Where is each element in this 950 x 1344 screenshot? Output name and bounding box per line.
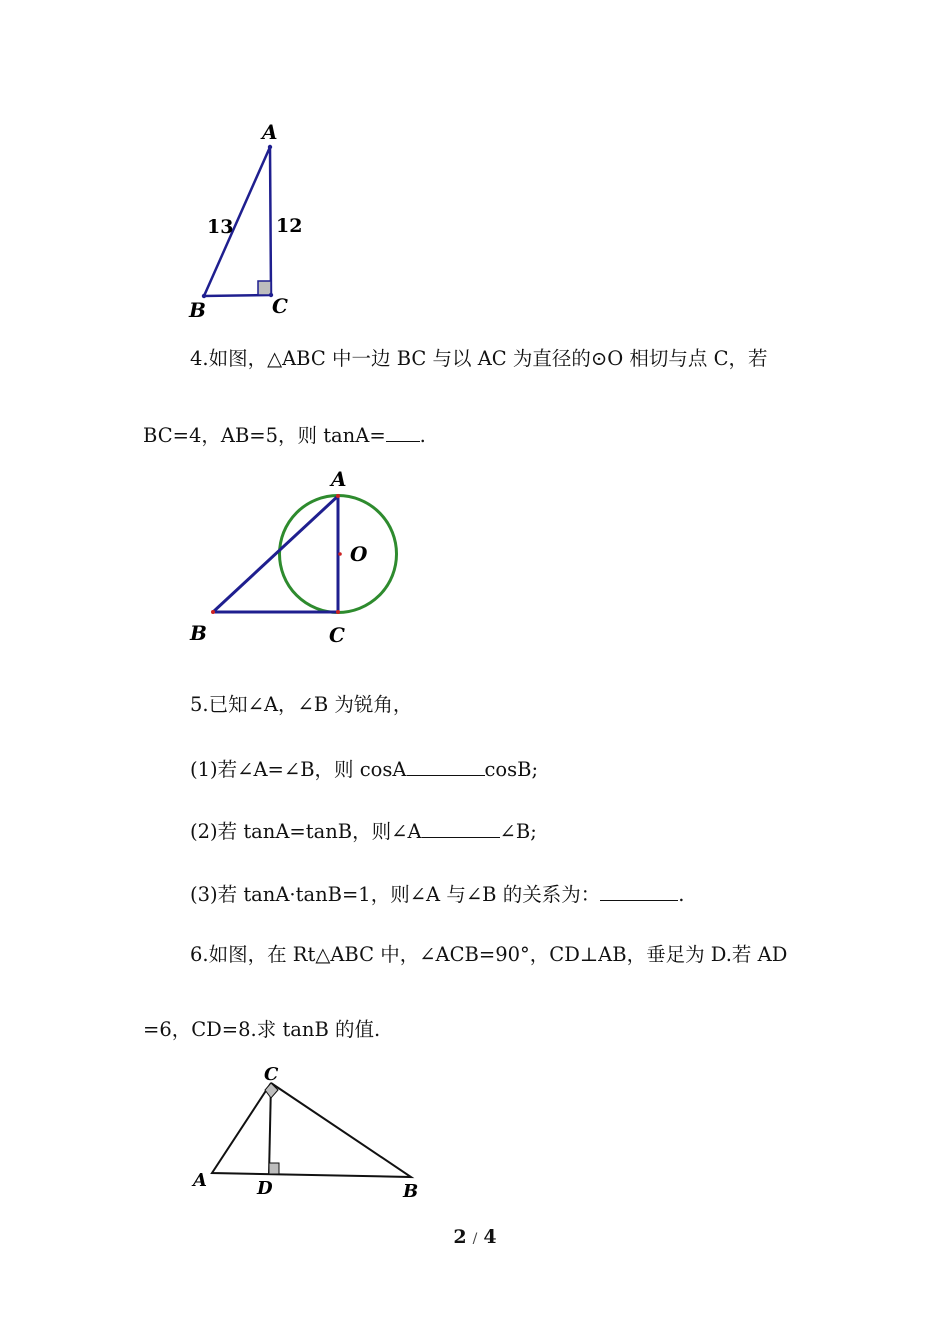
triangle-abc-outline bbox=[212, 1083, 411, 1177]
figure-tangent-circle bbox=[180, 465, 420, 655]
q5-part2-end: ∠B; bbox=[499, 820, 537, 843]
q4-line1: 4.如图，△ABC 中一边 BC 与以 AC 为直径的⊙O 相切与点 C，若 bbox=[190, 347, 768, 370]
foot-d-label: D bbox=[257, 1178, 273, 1199]
vertex-c-label: C bbox=[264, 1064, 279, 1085]
q5-part3-blank[interactable] bbox=[600, 884, 678, 901]
page-separator: / bbox=[472, 1231, 478, 1247]
q5-part3-end: . bbox=[678, 883, 685, 906]
vertex-b-label: B bbox=[403, 1181, 419, 1202]
q6-line1: 6.如图，在 Rt△ABC 中，∠ACB=90°，CD⊥AB，垂足为 D.若 AD bbox=[190, 943, 788, 966]
vertex-c-label: C bbox=[272, 294, 288, 318]
segment-ab bbox=[213, 496, 338, 612]
current-page: 2 bbox=[453, 1226, 467, 1248]
q5-part1-text: (1)若∠A=∠B，则 cosA bbox=[190, 758, 407, 781]
figure-altitude-triangle bbox=[185, 1060, 435, 1205]
vertex-a-label: A bbox=[262, 120, 278, 144]
vertex-a-label: A bbox=[193, 1170, 207, 1191]
q4-line2 bbox=[143, 425, 426, 446]
q4-line2-text: BC=4，AB=5，则 tanA= bbox=[143, 424, 386, 447]
center-o-point bbox=[338, 552, 342, 556]
figure-right-triangle-13-12 bbox=[180, 115, 320, 325]
q6-line2: =6，CD=8.求 tanB 的值. bbox=[143, 1018, 381, 1041]
q5-part3 bbox=[190, 884, 684, 905]
q5-part3-text: (3)若 tanA·tanB=1，则∠A 与∠B 的关系为： bbox=[190, 883, 601, 906]
center-o-label: O bbox=[350, 542, 368, 566]
q5-part1 bbox=[190, 759, 538, 780]
q5-part2-blank[interactable] bbox=[422, 821, 500, 838]
vertex-b-label: B bbox=[190, 621, 207, 645]
side-ac-length: 12 bbox=[276, 215, 303, 237]
vertex-b-label: B bbox=[189, 298, 206, 322]
side-ab-length: 13 bbox=[207, 216, 234, 238]
q5-part1-end: cosB; bbox=[484, 758, 539, 781]
right-angle-marker-d bbox=[269, 1163, 279, 1174]
q5-part1-blank[interactable] bbox=[407, 759, 485, 776]
vertex-a-label: A bbox=[331, 467, 347, 491]
total-pages: 4 bbox=[483, 1226, 497, 1248]
q5-part2 bbox=[190, 821, 537, 842]
q5-part2-text: (2)若 tanA=tanB，则∠A bbox=[190, 820, 422, 843]
q5-stem: 5.已知∠A，∠B 为锐角， bbox=[190, 693, 413, 716]
vertex-c-label: C bbox=[329, 623, 345, 647]
q4-line2-end: . bbox=[419, 424, 426, 447]
page-number bbox=[0, 1226, 950, 1248]
q4-answer-blank[interactable] bbox=[386, 425, 420, 442]
right-angle-marker bbox=[258, 281, 271, 295]
